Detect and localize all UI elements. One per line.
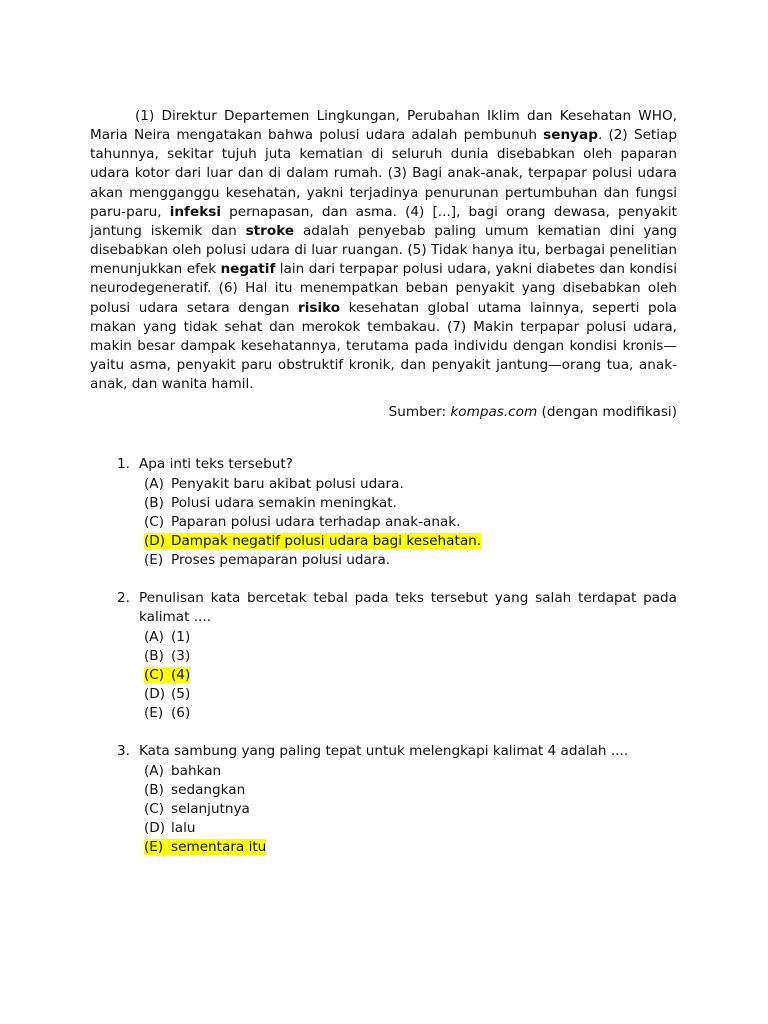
bold-word-infeksi: infeksi bbox=[169, 203, 221, 220]
option-content bbox=[144, 705, 190, 721]
option-content bbox=[144, 763, 221, 779]
bold-word-risiko: risiko bbox=[298, 299, 341, 316]
option-letter: (E) bbox=[144, 705, 164, 722]
bold-word-negatif: negatif bbox=[220, 261, 276, 278]
option-letter: (C) bbox=[144, 513, 165, 530]
answer-option[interactable] bbox=[144, 666, 677, 685]
question-number: 2. bbox=[117, 590, 130, 607]
option-letter: (C) bbox=[144, 800, 165, 817]
answer-option[interactable] bbox=[144, 781, 677, 800]
answer-option[interactable] bbox=[144, 819, 677, 838]
option-letter: (D) bbox=[144, 686, 166, 703]
passage-text: adalah penyebab paling umum kematian dini yang disebabkan oleh polusi udara di luar ruangan. (5) Tidak hanya itu, berbagai penelitian menunjukkan efek bbox=[90, 222, 677, 278]
question-text: Kata sambung yang paling tepat untuk melengkapi kalimat 4 adalah .... bbox=[139, 743, 629, 760]
highlighted-answer bbox=[144, 839, 266, 855]
answer-option[interactable] bbox=[144, 513, 677, 532]
option-letter: (A) bbox=[144, 762, 164, 779]
option-content bbox=[144, 514, 460, 530]
answer-option[interactable] bbox=[144, 647, 677, 666]
option-text: (6) bbox=[171, 705, 191, 722]
option-letter: (E) bbox=[144, 552, 164, 569]
option-content bbox=[144, 820, 196, 836]
answer-option[interactable] bbox=[144, 800, 677, 819]
option-content bbox=[144, 801, 250, 817]
passage-text: (1) Direktur Departemen Lingkungan, Perubahan Iklim dan Kesehatan WHO, Maria Neira mengatakan bahwa polusi udara adalah pembunuh bbox=[90, 108, 677, 144]
passage-text: . (2) Setiap tahunnya, sekitar tujuh juta kematian di seluruh dunia disebabkan oleh paparan udara kotor dari luar dan di dalam rumah. (3) Bagi anak-anak, terpapar polusi udara akan mengganggu kesehatan, yakni terjadinya penurunan pertumbuhan dan fungsi paru-paru, bbox=[90, 127, 677, 220]
option-list bbox=[139, 762, 677, 858]
answer-option[interactable] bbox=[144, 685, 677, 704]
option-text: (1) bbox=[171, 628, 191, 645]
answer-option[interactable] bbox=[144, 551, 677, 570]
option-content bbox=[144, 686, 190, 702]
option-letter: (A) bbox=[144, 628, 164, 645]
question-item bbox=[90, 742, 677, 857]
highlighted-answer bbox=[144, 667, 190, 683]
option-letter: (B) bbox=[144, 781, 164, 798]
option-text: (5) bbox=[171, 686, 191, 703]
option-text: Penyakit baru akibat polusi udara. bbox=[171, 475, 404, 492]
option-content bbox=[144, 495, 397, 511]
answer-option[interactable] bbox=[144, 494, 677, 513]
passage-text: lain dari terpapar polusi udara, yakni diabetes dan kondisi neurodegeneratif. (6) Hal itu menempatkan beban penyakit yang disebabkan oleh polusi udara setara dengan bbox=[90, 261, 677, 316]
bold-word-stroke: stroke bbox=[245, 222, 295, 239]
option-list bbox=[139, 475, 677, 571]
bold-word-senyap: senyap bbox=[543, 127, 598, 144]
question-text: Apa inti teks tersebut? bbox=[139, 456, 293, 473]
option-text: Polusi udara semakin meningkat. bbox=[171, 494, 397, 511]
source-label: Sumber: bbox=[388, 404, 451, 421]
option-content bbox=[144, 648, 190, 664]
option-letter: (E) bbox=[144, 839, 164, 856]
answer-option[interactable] bbox=[144, 628, 677, 647]
question-number: 3. bbox=[117, 743, 130, 760]
answer-option[interactable] bbox=[144, 475, 677, 494]
option-text: lalu bbox=[171, 820, 196, 836]
option-text: Proses pemaparan polusi udara. bbox=[171, 552, 391, 569]
option-text: bahkan bbox=[171, 762, 222, 779]
option-content bbox=[144, 552, 390, 568]
passage-text: kesehatan global utama lainnya, seperti pola makan yang tidak sehat dan merokok tembakau. (7) Makin terpapar polusi udara, makin besar dampak kesehatannya, terutama pada individu dengan kondisi kronis—yaitu asma, penyakit paru obstruktif kronik, dan penyakit jantung—orang tua, anak-anak, dan wanita hamil. bbox=[90, 299, 677, 393]
option-content bbox=[144, 782, 245, 798]
option-list bbox=[139, 628, 677, 724]
question-list bbox=[90, 455, 677, 857]
option-letter: (C) bbox=[144, 666, 165, 683]
answer-option[interactable] bbox=[144, 838, 677, 857]
answer-option[interactable] bbox=[144, 762, 677, 781]
source-note: (dengan modifikasi) bbox=[537, 404, 677, 421]
question-number: 1. bbox=[117, 456, 130, 473]
source-site: kompas.com bbox=[450, 404, 538, 421]
option-content bbox=[144, 629, 190, 645]
option-letter: (D) bbox=[144, 532, 166, 549]
source-citation bbox=[90, 403, 677, 422]
reading-passage bbox=[90, 107, 677, 394]
highlighted-answer bbox=[144, 533, 481, 549]
passage-text: pernapasan, dan asma. (4) [...], bagi orang dewasa, penyakit jantung iskemik dan bbox=[90, 203, 678, 239]
option-content bbox=[144, 476, 404, 492]
option-text: selanjutnya bbox=[171, 800, 250, 817]
option-text: (4) bbox=[171, 666, 191, 683]
answer-option[interactable] bbox=[144, 704, 677, 723]
option-text: sedangkan bbox=[171, 781, 246, 798]
option-text: Paparan polusi udara terhadap anak-anak. bbox=[171, 513, 461, 530]
option-letter: (B) bbox=[144, 494, 164, 511]
option-text: sementara itu bbox=[171, 839, 267, 856]
question-text: Penulisan kata bercetak tebal pada teks tersebut yang salah terdapat pada kalimat .... bbox=[139, 590, 677, 626]
document-page bbox=[90, 107, 677, 876]
option-letter: (B) bbox=[144, 647, 164, 664]
option-letter: (A) bbox=[144, 475, 164, 492]
answer-option[interactable] bbox=[144, 532, 677, 551]
option-letter: (D) bbox=[144, 820, 166, 836]
option-text: Dampak negatif polusi udara bagi kesehatan. bbox=[171, 532, 482, 549]
option-text: (3) bbox=[171, 647, 191, 664]
question-item bbox=[90, 455, 677, 570]
question-item bbox=[90, 589, 677, 723]
